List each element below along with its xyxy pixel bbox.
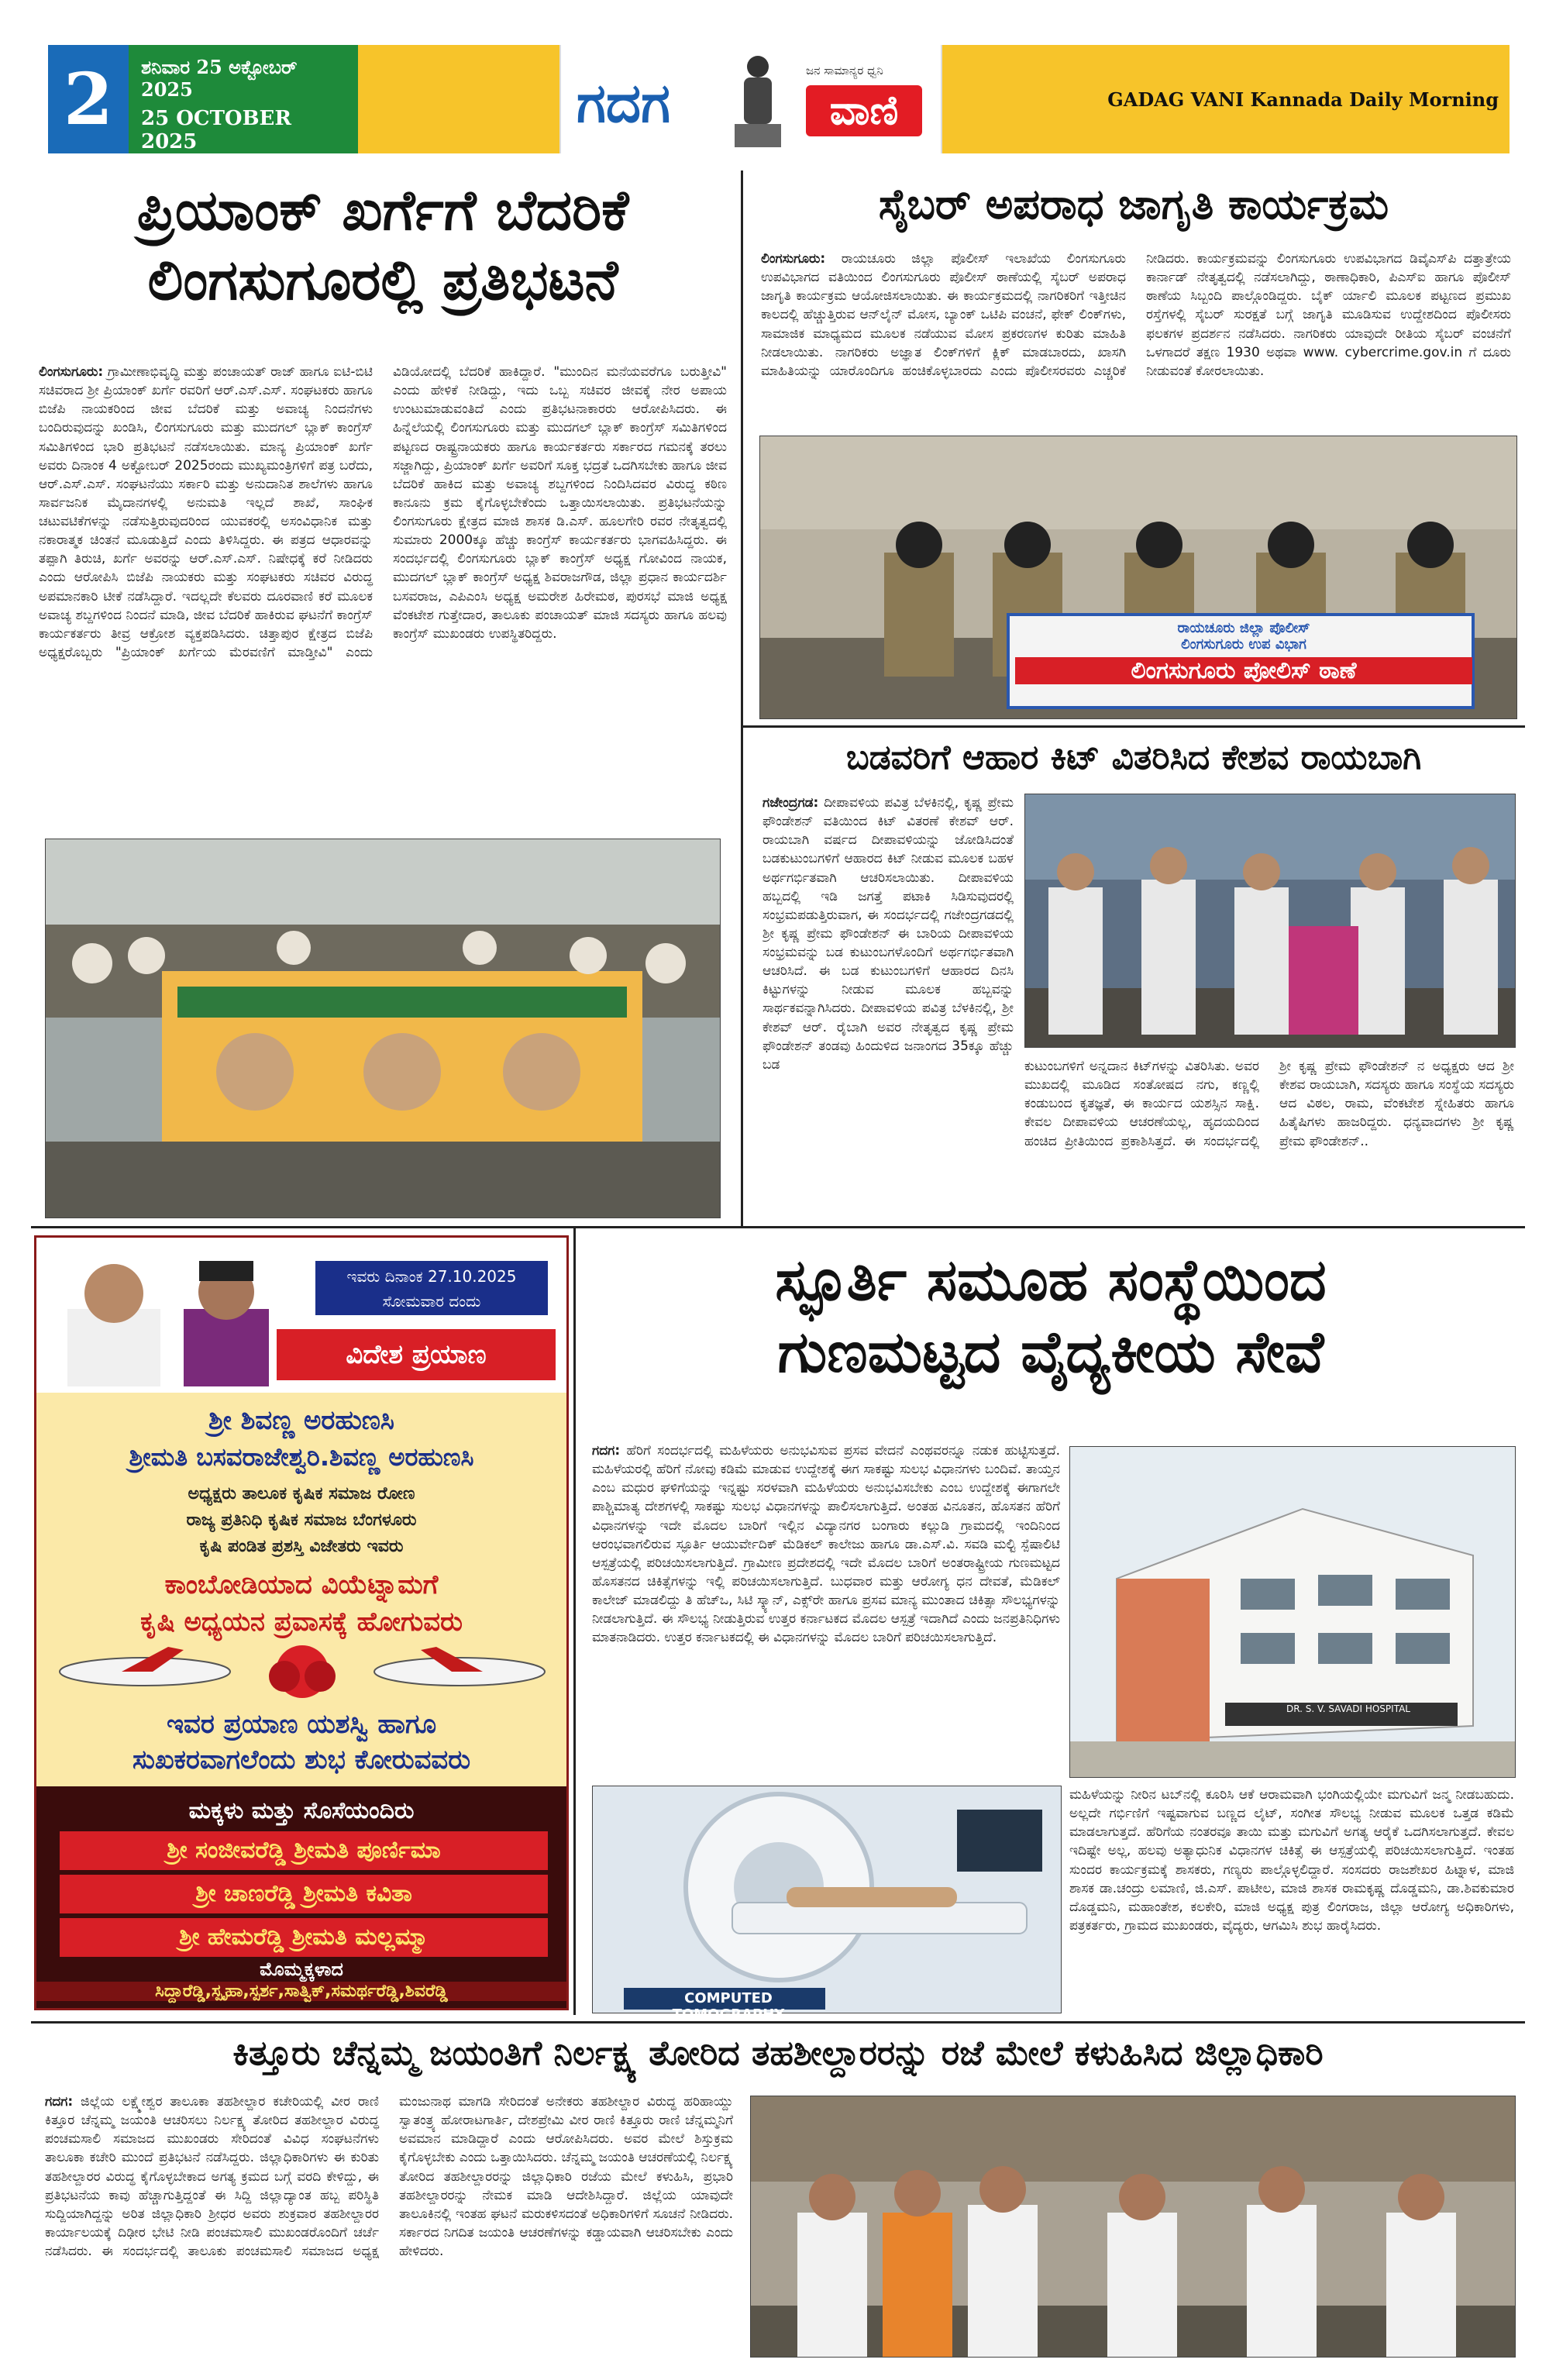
collector-visit-photo [750,2096,1516,2358]
page-number: 2 [48,45,129,153]
advert-name: ಶ್ರೀ ಶಿವಣ್ಣ ಅರಹುಣಸಿ [208,1405,394,1436]
column-divider [741,170,743,1226]
section-divider [741,725,1525,728]
advert-grandkids: ಸಿದ್ದಾರೆಡ್ಡಿ,ಸ್ಪೃಹಾ,ಸ್ಪರ್ಶ,ಸಾತ್ವಿಕ್,ಸಮರ್ಥರೆಡ್ಡಿ,ಶಿವರೆಡ್ಡಿ [36,1982,566,2001]
banner-line: ರಾಯಚೂರು ಜಿಲ್ಲಾ ಪೊಲೀಸ್ [1177,620,1310,636]
article-text: ರಾಯಚೂರು ಜಿಲ್ಲಾ ಪೊಲೀಸ್ ಇಲಾಖೆಯ ಲಿಂಗಸುಗೂರು ಉಪವಿಭಾಗದ ವತಿಯಿಂದ ಲಿಂಗಸುಗೂರು ಪೊಲೀಸ್ ಠಾಣೆಯಲ್ಲಿ ಸೈಬರ್ ಅಪರಾಧ ಜಾಗೃತಿ ಕಾರ್ಯಕ್ರಮ ಆಯೋಜಿಸಲಾಯಿತು. ಈ ಕಾರ್ಯಕ್ರಮದಲ್ಲಿ ನಾಗರಿಕರಿಗೆ ಇತ್ತೀಚಿನ ಕಾಲದಲ್ಲಿ ಹೆಚ್ಚುತ್ತಿರುವ ಆನ್‌ಲೈನ್ ಮೋಸ, ಬ್ಯಾಂಕ್ ಒಟಿಪಿ ವಂಚನೆ, ಫೇಕ್ ಲಿಂಕ್‌ಗಳು, ಸಾಮಾಜಿಕ ಮಾಧ್ಯಮದ ಮೂಲಕ ನಡೆಯುವ ಮೋಸ ಪ್ರಕರಣಗಳ ಕುರಿತು ಮಾಹಿತಿ ನೀಡಲಾಯಿತು. ನಾಗರಿಕರು ಅಜ್ಞಾತ ಲಿಂಕ್‌ಗಳಿಗೆ ಕ್ಲಿಕ್ ಮಾಡಬಾರದು, ಖಾಸಗಿ ಮಾಹಿತಿಯನ್ನು ಯಾರೊಂದಿಗೂ ಹಂಚಿಕೊಳ್ಳಬಾರದು ಎಂದು ಪೊಲೀಸರವರು ಎಚ್ಚರಿಕೆ ನೀಡಿದರು. ಕಾರ್ಯಕ್ರಮವನ್ನು ಲಿಂಗಸುಗೂರು ಉಪವಿಭಾಗದ ಡಿವೈಎಸ್‌ಪಿ ದತ್ತಾತ್ರೇಯ ಕಾರ್ನಾಡ್ ನೇತೃತ್ವದಲ್ಲಿ ನಡೆಸಲಾಗಿದ್ದು, ಠಾಣಾಧಿಕಾರಿ, ಪಿಎಸ್‌ಐ ಹಾಗೂ ಪೊಲೀಸ್ ಠಾಣೆಯ ಸಿಬ್ಬಂದಿ ಪಾಲ್ಗೊಂಡಿದ್ದರು. ಬೈಕ್ ರ್ಯಾಲಿ ಮೂಲಕ ಪಟ್ಟಣದ ಪ್ರಮುಖ ರಸ್ತೆಗಳಲ್ಲಿ ಸೈಬರ್ ಸುರಕ್ಷತೆ ಬಗ್ಗೆ ಜಾಗೃತಿ ಮೂಡಿಸುವ ಉದ್ದೇಶದಿಂದ ಪೊಲೀಸರು ಫಲಕಗಳ ಪ್ರದರ್ಶನ ನಡೆಸಿದರು. ನಾಗರಿಕರು ಯಾವುದೇ ರೀತಿಯ ಸೈಬರ್ ವಂಚನೆಗೆ ಒಳಗಾದರೆ ತಕ್ಷಣ 1930 ಅಥವಾ www. cybercrime.gov.in ಗೆ ದೂರು ನೀಡುವಂತೆ ಕೋರಲಾಯಿತು. [761,251,1511,379]
article5-headline: ಕಿತ್ತೂರು ಚೆನ್ನಮ್ಮ ಜಯಂತಿಗೆ ನಿರ್ಲಕ್ಷ್ಯ ತೋರಿದ ತಹಶೀಲ್ದಾರರನ್ನು ರಜೆ ಮೇಲೆ ಕಳುಹಿಸಿದ ಜಿಲ್ಲಾಧಿಕಾರಿ [232,2034,1324,2073]
advert-date [315,1261,548,1315]
article4-body-lower: ಮಹಿಳೆಯನ್ನು ನೀರಿನ ಟಬ್‌ನಲ್ಲಿ ಕೂರಿಸಿ ಆಕೆ ಆರಾಮವಾಗಿ ಭಂಗಿಯಲ್ಲಿಯೇ ಮಗುವಿಗೆ ಜನ್ಮ ನೀಡಬಹುದು. ಅಲ್ಲದೇ ಗರ್ಭಿಣಿಗೆ ಇಷ್ಟವಾಗುವ ಬಣ್ಣದ ಲೈಟ್, ಸಂಗೀತ ಸೌಲಭ್ಯ ನೀಡುವ ಮೂಲಕ ಒತ್ತಡ ಕಡಿಮೆ ಮಾಡಲಾಗುತ್ತದೆ. ಹೆರಿಗೆಯ ನಂತರವೂ ತಾಯಿ ಮತ್ತು ಮಗುವಿಗೆ ಅಗತ್ಯ ಆರೈಕೆ ಒದಗಿಸಲಾಗುತ್ತದೆ. ಕೇವಲ ಇದಿಷ್ಟೇ ಅಲ್ಲ, ಹಲವು ಅತ್ಯಾಧುನಿಕ ವಿಧಾನಗಳ ಚಿಕಿತ್ಸೆ ಈ ಆಸ್ಪತ್ರೆಯಲ್ಲಿ ಪರಿಚಯಿಸಲಾಗುತ್ತಿದೆ. ಇಂತಹ ಸುಂದರ ಕಾರ್ಯಕ್ರಮಕ್ಕೆ ಶಾಸಕರು, ಗಣ್ಯರು ಪಾಲ್ಗೊಳ್ಳಲಿದ್ದಾರೆ. ಸಂಸದರು ರಾಜಶೇಖರ ಹಿಟ್ನಾಳ, ಮಾಜಿ ಶಾಸಕ ಡಾ.ಚಂದ್ರು ಲಮಾಣಿ, ಜಿ.ಎಸ್. ಪಾಟೀಲ, ಮಾಜಿ ಶಾಸಕ ರಾಮಕೃಷ್ಣ ದೊಡ್ಡಮನಿ, ಡಾ.ಶಿವಕುಮಾರ ದೊಡ್ಡಮನಿ, ಮಹಾಂತೇಶ, ಕಲಕೇರಿ, ಮಾಜಿ ಅಧ್ಯಕ್ಷ ಪುತ್ರ ಲಿಂಗರಾಜ, ಜಿಲ್ಲಾ ಆರೋಗ್ಯ ಅಧಿಕಾರಿಗಳು, ಪತ್ರಕರ್ತರು, ಗ್ರಾಮದ ಮುಖಂಡರು, ವೈದ್ಯರು, ಆಗಮಿಸಿ ಶುಭ ಹಾರೈಸಿದರು. [1069,1787,1514,1934]
masthead-date [129,45,358,153]
dateline: ಲಿಂಗಸುಗೂರು: [761,251,826,267]
ct-caption: COMPUTED TOMOGRAPHY [672,1990,785,2023]
logo-word-gadag: ಗದಗ [577,71,670,135]
date-english: 25 OCTOBER 2025 [141,107,291,153]
advert-grandkids-title: ಮೊಮ್ಮಕ್ಕಳಾದ [260,1958,343,1980]
logo-tagline: ಜನ ಸಾಮಾನ್ಯರ ಧ್ವನಿ [806,64,883,77]
article5-body [45,2092,733,2356]
article4-body [592,1441,1060,1775]
banner-line: ಲಿಂಗಸುಗೂರು ಪೋಲಿಸ್ ಠಾಣೆ [1015,657,1472,684]
hospital-sign: DR. S. V. SAVADI HOSPITAL [1286,1703,1410,1714]
masthead-caption: GADAG VANI Kannada Daily Morning [1107,88,1499,111]
advert-family-member: ಶ್ರೀ ಸಂಜೀವರೆಡ್ಡಿ ಶ್ರೀಮತಿ ಪೂರ್ಣಿಮಾ [60,1831,548,1870]
food-kit-photo [1024,794,1516,1048]
article-text: ದೀಪಾವಳಿಯ ಪವಿತ್ರ ಬೆಳಕಿನಲ್ಲಿ, ಕೃಷ್ಣ ಪ್ರೇಮ ಫೌಂಡೇಶನ್ ವತಿಯಿಂದ ಕಿಟ್ ವಿತರಣೆ ಕೇಶವ್ ಆರ್. ರಾಯಬಾಗಿ ವರ್ಷದ ದೀಪಾವಳಿಯನ್ನು ಜೋಡಿಸಿದಂತೆ ಬಡಕುಟುಂಬಗಳಿಗೆ ಆಹಾರದ ಕಿಟ್ ನೀಡುವ ಮೂಲಕ ಬಹಳ ಅರ್ಥಗರ್ಭಿತವಾಗಿ ಆಚರಿಸಲಾಯಿತು. ದೀಪಾವಳಿಯ ಹಬ್ಬದಲ್ಲಿ ಇಡಿ ಜಗತ್ತೆ ಪಟಾಕಿ ಸಿಡಿಸುವುದರಲ್ಲಿ ಸಂಭ್ರಮಪಡುತ್ತಿರುವಾಗ, ಈ ಸಂದರ್ಭದಲ್ಲಿ ಗಜೇಂದ್ರಗಡದಲ್ಲಿ ಶ್ರೀ ಕೃಷ್ಣ ಪ್ರೇಮ ಫೌಂಡೇಶನ್ ಈ ಬಾರಿಯ ದೀಪಾವಳಿಯ ಸಂಭ್ರಮವನ್ನು ಬಡ ಕುಟುಂಬಗಳೊಂದಿಗೆ ಅರ್ಥಗರ್ಭಿತವಾಗಿ ಆಚರಿಸಿದೆ. ಈ ಬಡ ಕುಟುಂಬಗಳಿಗೆ ಆಹಾರದ ದಿನಸಿ ಕಿಟ್ಟುಗಳನ್ನು ನೀಡುವ ಮೂಲಕ ಹಬ್ಬವನ್ನು ಸಾರ್ಥಕವನ್ನಾಗಿಸಿದರು. ದೀಪಾವಳಿಯ ಪವಿತ್ರ ಬೆಳಕಿನಲ್ಲಿ, ಶ್ರೀ ಕೇಶವ್ ಆರ್. ರೈಬಾಗಿ ಅವರ ನೇತೃತ್ವದ ಕೃಷ್ಣ ಪ್ರೇಮ ಫೌಂಡೇಶನ್ ತಂಡವು ಹಿಂದುಳಿದ ಜನಾಂಗದ 35ಕ್ಕೂ ಹೆಚ್ಚು ಬಡ [763,795,1014,1073]
article-text: ಗ್ರಾಮೀಣಾಭಿವೃದ್ಧಿ ಮತ್ತು ಪಂಚಾಯತ್ ರಾಜ್ ಹಾಗೂ ಐಟಿ-ಬಿಟಿ ಸಚಿವರಾದ ಶ್ರೀ ಪ್ರಿಯಾಂಕ್ ಖರ್ಗೆ ರವರಿಗೆ ಆರ್.ಎಸ್.ಎಸ್. ಸಂಘಟಕರು ಹಾಗೂ ಬಿಜೆಪಿ ನಾಯಕರಿಂದ ಜೀವ ಬೆದರಿಕೆ ಮತ್ತು ಅವಾಚ್ಯ ನಿಂದನೆಗಳು ಬಂದಿರುವುದನ್ನು ಖಂಡಿಸಿ, ಲಿಂಗಸುಗೂರು ಮತ್ತು ಮುದಗಲ್ ಬ್ಲಾಕ್ ಕಾಂಗ್ರೆಸ್ ಸಮಿತಿಗಳಿಂದ ಭಾರಿ ಪ್ರತಿಭಟನೆ ನಡೆಸಲಾಯಿತು. ಮಾನ್ಯ ಪ್ರಿಯಾಂಕ್ ಖರ್ಗೆ ಅವರು ದಿನಾಂಕ 4 ಅಕ್ಟೋಬರ್ 2025ರಂದು ಮುಖ್ಯಮಂತ್ರಿಗಳಿಗೆ ಪತ್ರ ಬರೆದು, ಆರ್.ಎಸ್.ಎಸ್. ಸಂಘಟನೆಯು ಸರ್ಕಾರಿ ಮತ್ತು ಅನುದಾನಿತ ಶಾಲೆಗಳು ಹಾಗೂ ಸಾರ್ವಜನಿಕ ಮೈದಾನಗಳಲ್ಲಿ ಅನುಮತಿ ಇಲ್ಲದೆ ಶಾಖೆ, ಸಾಂಘಿಕ ಚಟುವಟಿಕೆಗಳನ್ನು ನಡೆಸುತ್ತಿರುವುದರಿಂದ ಯುವಕರಲ್ಲಿ ಅಸಂವಿಧಾನಿಕ ಮತ್ತು ನಕಾರಾತ್ಮಕ ಚಿಂತನೆ ಮೂಡುತ್ತಿದೆ ಎಂದು ತಿಳಿಸಿದ್ದರು. ಈ ಪತ್ರದ ಆಧಾರವನ್ನು ತಪ್ಪಾಗಿ ತಿರುಚಿ, ಖರ್ಗೆ ಅವರನ್ನು ಆರ್.ಎಸ್.ಎಸ್. ನಿಷೇಧಕ್ಕೆ ಕರೆ ನೀಡಿದರು ಎಂದು ಆರೋಪಿಸಿ ಬಿಜೆಪಿ ನಾಯಕರು ಮತ್ತು ಸಂಘಟಕರು ಸಚಿವರ ವಿರುದ್ಧ ಅಪಮಾನಕಾರಿ ಟೀಕೆ ನಡೆಸಿದ್ದಾರೆ. ಇದಲ್ಲದೇ ಕೆಲವರು ದೂರವಾಣಿ ಕರೆ ಮೂಲಕ ಅವಾಚ್ಯ ಶಬ್ದಗಳಿಂದ ನಿಂದನೆ ಮಾಡಿ, ಜೀವ ಬೆದರಿಕೆ ಹಾಕಿರುವ ಘಟನೆಗೆ ಕಾಂಗ್ರೆಸ್ ಕಾರ್ಯಕರ್ತರು ತೀವ್ರ ಆಕ್ರೋಶ ವ್ಯಕ್ತಪಡಿಸಿದರು. ಚಿತ್ತಾಪುರ ಕ್ಷೇತ್ರದ ಬಿಜೆಪಿ ಅಧ್ಯಕ್ಷರೊಬ್ಬರು "ಪ್ರಿಯಾಂಕ್ ಖರ್ಗೆಯ ಮೆರವಣಿಗೆ ಮಾಡ್ತೀವಿ" ಎಂದು ವಿಡಿಯೋದಲ್ಲಿ ಬೆದರಿಕೆ ಹಾಕಿದ್ದಾರೆ. "ಮುಂದಿನ ಮನೆಯವರೆಗೂ ಬರುತ್ತೀವಿ" ಎಂದು ಹೇಳಿಕೆ ನೀಡಿದ್ದು, ಇದು ಒಬ್ಬ ಸಚಿವರ ಜೀವಕ್ಕೆ ನೇರ ಅಪಾಯ ಉಂಟುಮಾಡುವಂತಿದೆ ಎಂದು ಪ್ರತಿಭಟನಾಕಾರರು ಆರೋಪಿಸಿದರು. ಈ ಹಿನ್ನೆಲೆಯಲ್ಲಿ ಲಿಂಗಸುಗೂರು ಮತ್ತು ಮುದಗಲ್ ಬ್ಲಾಕ್ ಕಾಂಗ್ರೆಸ್ ಸಮಿತಿಗಳಿಂದ ಪಟ್ಟಣದ ರಾಷ್ಟ್ರನಾಯಕರು ಹಾಗೂ ಕಾರ್ಯಕರ್ತರು ಸರ್ಕಾರದ ಗಮನಕ್ಕೆ ತರಲು ಸಜ್ಜಾಗಿದ್ದು, ಪ್ರಿಯಾಂಕ್ ಖರ್ಗೆ ಅವರಿಗೆ ಸೂಕ್ತ ಭದ್ರತೆ ಒದಗಿಸಬೇಕು ಹಾಗೂ ಜೀವ ಬೆದರಿಕೆ ಹಾಕಿದ ಮತ್ತು ಅವಾಚ್ಯ ಶಬ್ದಗಳಿಂದ ನಿಂದಿಸಿದವರ ವಿರುದ್ಧ ಕಠಿಣ ಕಾನೂನು ಕ್ರಮ ಕೈಗೊಳ್ಳಬೇಕೆಂದು ಒತ್ತಾಯಿಸಲಾಯಿತು. ಪ್ರತಿಭಟನೆಯನ್ನು ಲಿಂಗಸುಗೂರು ಕ್ಷೇತ್ರದ ಮಾಜಿ ಶಾಸಕ ಡಿ.ಎಸ್. ಹೂಲಗೇರಿ ರವರ ನೇತೃತ್ವದಲ್ಲಿ ಸುಮಾರು 2000ಕ್ಕೂ ಹೆಚ್ಚು ಕಾಂಗ್ರೆಸ್ ಕಾರ್ಯಕರ್ತರು ಭಾಗವಹಿಸಿದ್ದರು. ಈ ಸಂದರ್ಭದಲ್ಲಿ ಲಿಂಗಸುಗೂರು ಬ್ಲಾಕ್ ಕಾಂಗ್ರೆಸ್ ಅಧ್ಯಕ್ಷ ಗೋವಿಂದ ನಾಯಕ, ಮುದಗಲ್ ಬ್ಲಾಕ್ ಕಾಂಗ್ರೆಸ್ ಅಧ್ಯಕ್ಷ ಶಿವರಾಜಗೌಡ, ಜಿಲ್ಲಾ ಪ್ರಧಾನ ಕಾರ್ಯದರ್ಶಿ ಬಸವರಾಜ, ಎಪಿಎಂಸಿ ಅಧ್ಯಕ್ಷ ಅಮರೇಶ ಹಿರೇಮಠ, ಪುರಸಭೆ ಮಾಜಿ ಅಧ್ಯಕ್ಷ ವೆಂಕಟೇಶ ಗುತ್ತೇದಾರ, ತಾಲೂಕು ಪಂಚಾಯತ್ ಮಾಜಿ ಸದಸ್ಯರು ಹಾಗೂ ಹಲವು ಕಾಂಗ್ರೆಸ್ ಮುಖಂಡರು ಉಪಸ್ಥಿತರಿದ್ದರು. [39,364,727,660]
advert-family-title: ಮಕ್ಕಳು ಮತ್ತು ಸೊಸೆಯಂದಿರು [188,1797,415,1824]
couple-portrait [52,1247,284,1386]
article-text: ಜಿಲ್ಲೆಯ ಲಕ್ಷ್ಮೇಶ್ವರ ತಾಲೂಕಾ ತಹಶೀಲ್ದಾರ ಕಚೇರಿಯಲ್ಲಿ ವೀರ ರಾಣಿ ಕಿತ್ತೂರ ಚೆನ್ನಮ್ಮ ಜಯಂತಿ ಆಚರಿಸಲು ನಿರ್ಲಕ್ಷ್ಯ ತೋರಿದ ತಹಶೀಲ್ದಾರ ವಿರುದ್ಧ ಪಂಚಮಸಾಲಿ ಸಮಾಜದ ಮುಖಂಡರು ಸೇರಿದಂತೆ ವಿವಿಧ ಸಂಘಟನೆಗಳು ತಾಲೂಕಾ ಕಚೇರಿ ಮುಂದೆ ಪ್ರತಿಭಟನೆ ನಡೆಸಿದ್ದರು. ಜಿಲ್ಲಾಧಿಕಾರಿಗಳು ಈ ಕುರಿತು ತಹಶೀಲ್ದಾರರ ವಿರುದ್ಧ ಕೈಗೊಳ್ಳಬೇಕಾದ ಅಗತ್ಯ ಕ್ರಮದ ಬಗ್ಗೆ ವರದಿ ಕೇಳಿದ್ದು, ಈ ಪ್ರತಿಭಟನೆಯ ಕಾವು ಹೆಚ್ಚಾಗುತ್ತಿದ್ದಂತೆ ಈ ಸಿದ್ದಿ ಜಿಲ್ಲಾದ್ಯಾಂತ ಹಬ್ಬ ಪರಿಸ್ಥಿತಿ ಸುದ್ದಿಯಾಗಿದ್ದನ್ನು ಅರಿತ ಜಿಲ್ಲಾಧಿಕಾರಿ ಶ್ರೀಧರ ಅವರು ಶುಕ್ರವಾರ ತಹಶೀಲ್ದಾರರ ಕಾರ್ಯಾಲಯಕ್ಕೆ ದಿಢೀರ ಭೇಟಿ ನೀಡಿ ಪಂಚಮಸಾಲಿ ಮುಖಂಡರೊಂದಿಗೆ ಚರ್ಚೆ ನಡೆಸಿದರು. ಈ ಸಂದರ್ಭದಲ್ಲಿ ತಾಲೂಕು ಪಂಚಮಸಾಲಿ ಸಮಾಜದ ಅಧ್ಯಕ್ಷ ಮಂಜುನಾಥ ಮಾಗಡಿ ಸೇರಿದಂತೆ ಅನೇಕರು ತಹಶೀಲ್ದಾರ ವಿರುದ್ಧ ಹರಿಹಾಯ್ದು ಸ್ವಾತಂತ್ರ್ಯ ಹೋರಾಟಗಾರ್ತಿ, ದೇಶಪ್ರೇಮಿ ವೀರ ರಾಣಿ ಕಿತ್ತೂರು ರಾಣಿ ಚೆನ್ನಮ್ಮನಿಗೆ ಅವಮಾನ ಮಾಡಿದ್ದಾರೆ ಎಂದು ಆರೋಪಿಸಿದರು. ಅವರ ಮೇಲೆ ಶಿಸ್ತುಕ್ರಮ ಕೈಗೊಳ್ಳಬೇಕು ಎಂದು ಒತ್ತಾಯಿಸಿದರು. ಚೆನ್ನಮ್ಮ ಜಯಂತಿ ಆಚರಣೆಯಲ್ಲಿ ನಿರ್ಲಕ್ಷ್ಯ ತೋರಿದ ತಹಶೀಲ್ದಾರರನ್ನು ಜಿಲ್ಲಾಧಿಕಾರಿ ರಜೆಯ ಮೇಲೆ ಕಳುಹಿಸಿ, ಪ್ರಭಾರಿ ತಹಶೀಲ್ದಾರರನ್ನು ನೇಮಕ ಮಾಡಿ ಆದೇಶಿಸಿದ್ದಾರೆ. ಜಿಲ್ಲೆಯ ಯಾವುದೇ ತಾಲೂಕಿನಲ್ಲಿ ಇಂತಹ ಘಟನೆ ಮರುಕಳಿಸದಂತೆ ಅಧಿಕಾರಿಗಳಿಗೆ ಸೂಚನೆ ನೀಡಿದರು. ಸರ್ಕಾರದ ನಿಗದಿತ ಜಯಂತಿ ಆಚರಣೆಗಳನ್ನು ಕಡ್ಡಾಯವಾಗಿ ಆಚರಿಸಬೇಕು ಎಂದು ಹೇಳಿದರು. [45,2094,733,2259]
protest-photo [45,839,721,1218]
article3-body-right: ಕುಟುಂಬಗಳಿಗೆ ಅನ್ನದಾನ ಕಿಟ್‌ಗಳನ್ನು ವಿತರಿಸಿತು. ಅವರ ಮುಖದಲ್ಲಿ ಮೂಡಿದ ಸಂತೋಷದ ನಗು, ಕಣ್ಣಲ್ಲಿ ಕಂಡುಬಂದ ಕೃತಜ್ಞತೆ, ಈ ಕಾರ್ಯದ ಯಶಸ್ಸಿನ ಸಾಕ್ಷಿ. ಕೇವಲ ದೀಪಾವಳಿಯ ಆಚರಣೆಯಲ್ಲ, ಹೃದಯದಿಂದ ಹಂಚಿದ ಪ್ರೀತಿಯಿಂದ ಪ್ರಕಾಶಿಸಿತ್ತದೆ. ಈ ಸಂದರ್ಭದಲ್ಲಿ ಶ್ರೀ ಕೃಷ್ಣ ಪ್ರೇಮ ಫೌಂಡೇಶನ್ ನ ಅಧ್ಯಕ್ಷರು ಆದ ಶ್ರೀ ಕೇಶವ ರಾಯಬಾಗಿ, ಸದಸ್ಯರು ಹಾಗೂ ಸಂಸ್ಥೆಯ ಸದಸ್ಯರು ಆದ ವಿಠಲ, ರಾಮ, ವೆಂಕಟೇಶ ಸ್ನೇಹಿತರು ಹಾಗೂ ಹಿತೈಷಿಗಳು ಹಾಜರಿದ್ದರು. ಧನ್ಯವಾದಗಳು ಶ್ರೀ ಕೃಷ್ಣ ಪ್ರೇಮ ಫೌಂಡೇಶನ್.. [1024,1059,1514,1149]
advert-wish: ಸುಖಕರವಾಗಲೆಂದು ಶುಭ ಕೋರುವವರು [132,1745,471,1776]
advert-name: ಶ್ರೀಮತಿ ಬಸವರಾಜೇಶ್ವರಿ.ಶಿವಣ್ಣ ಅರಹುಣಸಿ [129,1442,474,1472]
logo-word-vani: ವಾಣಿ [806,85,922,136]
advert-family-member: ಶ್ರೀ ಹೇಮರೆಡ್ಡಿ ಶ್ರೀಮತಿ ಮಲ್ಲಮ್ಮಾ [60,1918,548,1957]
dateline: ಗಜೇಂದ್ರಗಡ: [763,795,819,811]
article3-body-left [763,794,1014,1217]
advert-family-member: ಶ್ರೀ ಚಾಣರೆಡ್ಡಿ ಶ್ರೀಮತಿ ಕವಿತಾ [60,1875,548,1913]
article-text: ಹೆರಿಗೆ ಸಂದರ್ಭದಲ್ಲಿ ಮಹಿಳೆಯರು ಅನುಭವಿಸುವ ಪ್ರಸವ ವೇದನೆ ಎಂಥವರನ್ನೂ ನಡುಕ ಹುಟ್ಟಿಸುತ್ತದೆ. ಮಹಿಳೆಯರಲ್ಲಿ ಹೆರಿಗೆ ನೋವು ಕಡಿಮೆ ಮಾಡುವ ಉದ್ದೇಶಕ್ಕೆ ಈಗ ಸಾಕಷ್ಟು ಸುಲಭ ವಿಧಾನಗಳು ಬಂದಿವೆ. ತಾಯ್ತನ ಎಂಬ ಮಧುರ ಘಳಿಗೆಯನ್ನು ಇನ್ನಷ್ಟು ಸರಳವಾಗಿ ಮಹಿಳೆಯರು ಅನುಭವಿಸಬೇಕು ಎಂಬ ಉದ್ದೇಶಕ್ಕೆ ಈಗಾಗಲೇ ಪಾಶ್ಚಿಮಾತ್ಯ ದೇಶಗಳಲ್ಲಿ ಸಾಕಷ್ಟು ಸುಲಭ ವಿಧಾನಗಳನ್ನು ಪಾಲಿಸಲಾಗುತ್ತಿದೆ. ಅಂತಹ ವಿನೂತನ, ಹೊಸತನ ಹೆರಿಗೆ ವಿಧಾನಗಳನ್ನು ಇದೇ ಮೊದಲ ಬಾರಿಗೆ ಇಲ್ಲಿನ ವಿದ್ಯಾನಗರ ಬಂಗಾರು ಕಲ್ಲುಡಿ ಗ್ರಾಮದಲ್ಲಿ ಇಂದಿನಿಂದ ಆರಂಭವಾಗಲಿರುವ ಸ್ಫೂರ್ತಿ ಆಯುರ್ವೇದಿಕ್ ಮೆಡಿಕಲ್ ಕಾಲೇಜು ಹಾಗೂ ಡಾ.ಎಸ್.ವಿ. ಸವಡಿ ಮಲ್ಟಿ ಸ್ಪೆಷಾಲಿಟಿ ಆಸ್ಪತ್ರೆಯಲ್ಲಿ ಪರಿಚಯಿಸಲಾಗುತ್ತಿದೆ. ಗ್ರಾಮೀಣ ಪ್ರದೇಶದಲ್ಲಿ ಇದೇ ಮೊದಲ ಬಾರಿಗೆ ಅಂತರಾಷ್ಟ್ರೀಯ ಗುಣಮಟ್ಟದ ಹೊಸತನದ ಚಿಕಿತ್ಸೆಗಳನ್ನು ಇಲ್ಲಿ ಪರಿಚಯಿಸಲಾಗುತ್ತಿದೆ. ಬುಧವಾರ ಮತ್ತು ಆರೋಗ್ಯ ಧನ ದೇವತೆ, ಮೆಡಿಕಲ್ ಕಾಲೇಜ್ ಮಾಡಲಿದ್ದು ತಿ ಹೆಚ್‌ಒ, ಸಿಟಿ ಸ್ಕ್ಯಾನ್, ಎಕ್ಸ್‌ರೇ ಹಾಗೂ ಪ್ರಸವ ಮಾನ್ಯ ಮುಂತಾದ ಚಿಕಿತ್ಸಾ ಸೌಲಭ್ಯಗಳನ್ನು ನೀಡಲಾಗುತ್ತಿದೆ. ಈ ಸೌಲಭ್ಯ ನೀಡುತ್ತಿರುವ ಉತ್ತರ ಕರ್ನಾಟಕದ ಮೊದಲ ಆಸ್ಪತ್ರೆ ಇದಾಗಿದೆ ಎಂದು ಜನಪ್ರತಿನಿಧಿಗಳು ಮಾತನಾಡಿದರು. ಉತ್ತರ ಕರ್ನಾಟಕದಲ್ಲಿ ಈ ವಿಧಾನಗಳನ್ನು ಮೊದಲ ಬಾರಿಗೆ ಪರಿಚಯಿಸಲಾಗುತ್ತಿದೆ. [592,1443,1060,1646]
banner-line: ಲಿಂಗಸುಗೂರು ಉಪ ವಿಭಾಗ [1181,636,1306,653]
statue-icon [721,50,795,150]
police-banner-text [1015,620,1472,684]
travel-advert [34,1235,569,2010]
date-kannada: ಶನಿವಾರ 25 ಅಕ್ಟೋಬರ್ 2025 [141,56,298,101]
airplane-icon [52,1641,553,1703]
headline-line: ಗುಣಮಟ್ಟದ ವೈದ್ಯಕೀಯ ಸೇವೆ [777,1318,1324,1386]
article2-body [761,250,1511,422]
hospital-building-photo [1069,1446,1516,1778]
article2-headline: ಸೈಬರ್ ಅಪರಾಧ ಜಾಗೃತಿ ಕಾರ್ಯಕ್ರಮ [878,180,1389,229]
section-divider [31,1226,1525,1228]
advert-role: ಅಧ್ಯಕ್ಷರು ತಾಲೂಕ ಕೃಷಿಕ ಸಮಾಜ ರೋಣ [188,1484,415,1503]
advert-role: ರಾಜ್ಯ ಪ್ರತಿನಿಧಿ ಕೃಷಿಕ ಸಮಾಜ ಬೆಂಗಳೂರು [186,1510,417,1530]
advert-destination: ಕಾಂಬೋಡಿಯಾದ ವಿಯೆಟ್ನಾಮಗೆ [164,1569,439,1600]
article4-headline [583,1245,1519,1388]
article1-body [39,363,727,825]
advert-trip-label: ವಿದೇಶ ಪ್ರಯಾಣ [277,1329,556,1380]
headline-line: ಪ್ರಿಯಾಂಕ್ ಖರ್ಗೆಗೆ ಬೆದರಿಕೆ [136,177,629,243]
article3-headline: ಬಡವರಿಗೆ ಆಹಾರ ಕಿಟ್ ವಿತರಿಸಿದ ಕೇಶವ ರಾಯಬಾಗಿ [845,738,1422,777]
dateline: ಲಿಂಗಸುಗೂರು: [39,364,104,380]
advert-wish: ಇವರ ಪ್ರಯಾಣ ಯಶಸ್ವಿ ಹಾಗೂ [166,1709,437,1740]
headline-line: ಸ್ಫೂರ್ತಿ ಸಮೂಹ ಸಂಸ್ಥೆಯಿಂದ [775,1247,1327,1314]
column-divider [573,1226,576,2015]
article1-headline [34,175,732,315]
dateline: ಗದಗ: [45,2094,74,2110]
advert-date-line: ಇವರು ದಿನಾಂಕ 27.10.2025 [346,1267,517,1286]
advert-role: ಕೃಷಿ ಪಂಡಿತ ಪ್ರಶಸ್ತಿ ವಿಜೇತರು ಇವರು [199,1537,404,1556]
dateline: ಗದಗ: [592,1443,621,1459]
headline-line: ಲಿಂಗಸುಗೂರಲ್ಲಿ ಪ್ರತಿಭಟನೆ [147,247,618,312]
advert-date-line: ಸೋಮವಾರ ದಂದು [382,1292,481,1311]
advert-destination: ಕೃಷಿ ಅಧ್ಯಯನ ಪ್ರವಾಸಕ್ಕೆ ಹೋಗುವರು [140,1607,463,1638]
ct-scanner-photo [592,1786,1062,2013]
